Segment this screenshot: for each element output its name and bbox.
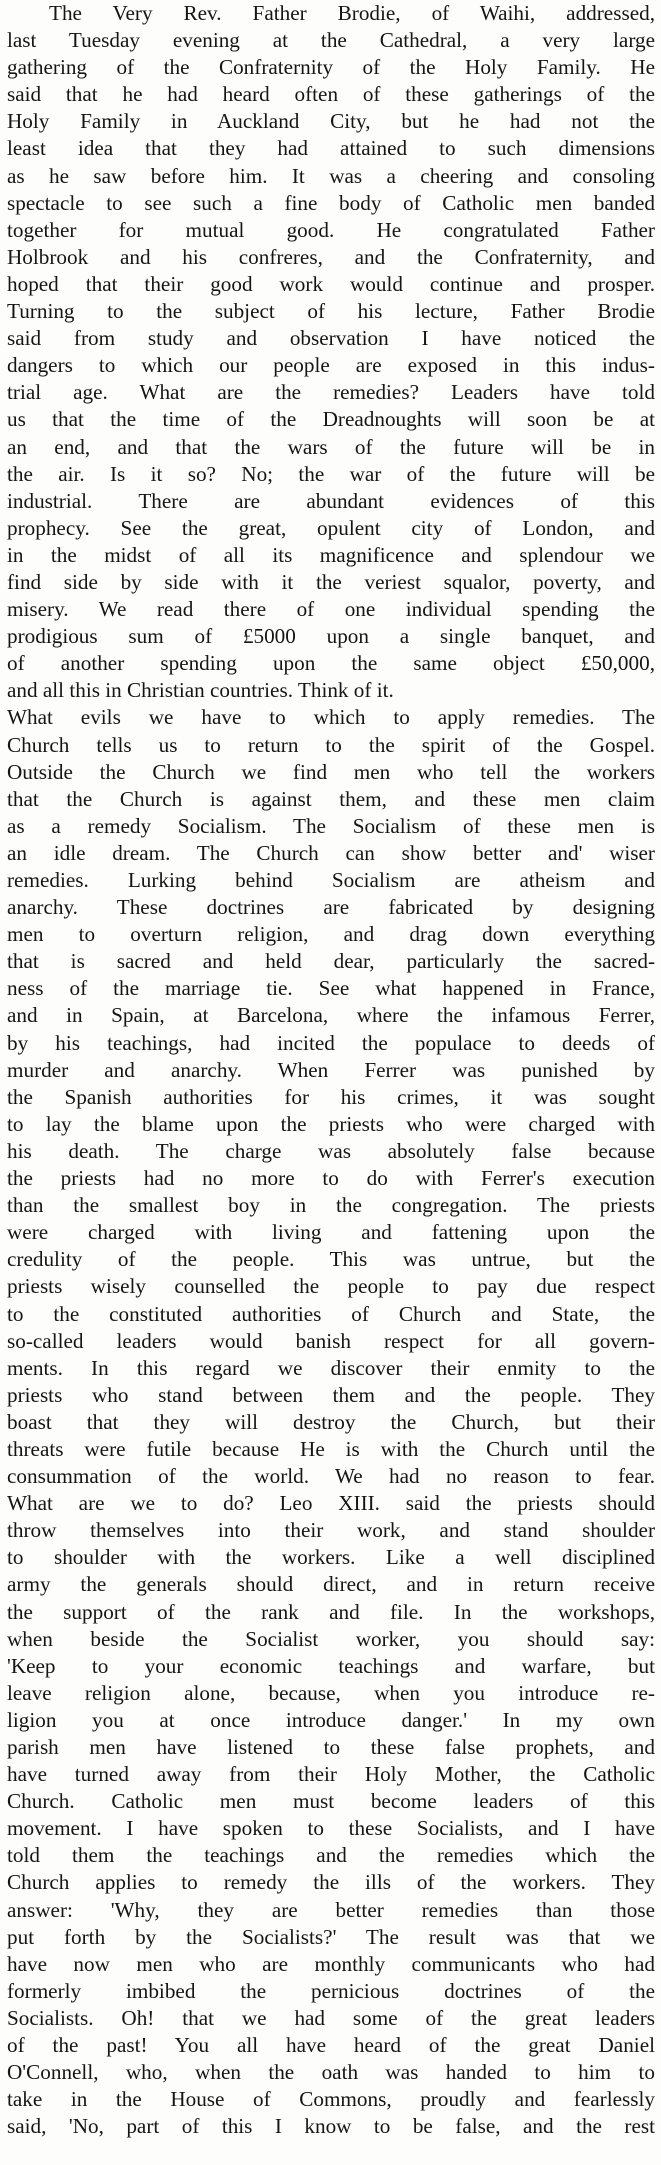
article-line: together for mutual good. He congratulated Father (7, 217, 655, 242)
article-line: What are we to do? Leo XIII. said the priests should (7, 1491, 655, 1516)
article-line: us that the time of the Dreadnoughts will soon be at (7, 407, 655, 432)
article-line: of another spending upon the same object £50,000, (7, 651, 655, 676)
article-line: men to overturn religion, and drag down everything (7, 922, 655, 947)
article-line: spectacle to see such a fine body of Catholic men banded (7, 190, 655, 215)
article-line: to shoulder with the workers. Like a well disciplined (7, 1545, 655, 1570)
article-line: an idle dream. The Church can show better and' wiser (7, 840, 655, 865)
article-line: of the past! You all have heard of the great Daniel (7, 2033, 655, 2058)
article-line: leave religion alone, because, when you introduce re- (7, 1680, 655, 1705)
article-line: than the smallest boy in the congregation. The priests (7, 1193, 655, 1218)
article-line: said, 'No, part of this I know to be false, and the rest (7, 2114, 655, 2139)
article-line: gathering of the Confraternity of the Holy Family. He (7, 55, 655, 80)
article-line: the priests had no more to do with Ferrer's execution (7, 1166, 655, 1191)
article-line: to the constituted authorities of Church and State, the (7, 1301, 655, 1326)
article-line: by his teachings, had incited the populace to deeds of (7, 1030, 655, 1055)
article-line: were charged with living and fattening upon the (7, 1220, 655, 1245)
article-line: answer: 'Why, they are better remedies than those (7, 1897, 655, 1922)
article-line: have now men who are monthly communicants who had (7, 1951, 655, 1976)
article-line: Church. Catholic men must become leaders of this (7, 1789, 655, 1814)
article-line: Church applies to remedy the ills of the workers. They (7, 1870, 655, 1895)
article-line: murder and anarchy. When Ferrer was punished by (7, 1057, 655, 1082)
article-line: said from study and observation I have noticed the (7, 326, 655, 351)
article-line: Church tells us to return to the spirit of the Gospel. (7, 732, 655, 757)
article-line: priests who stand between them and the people. They (7, 1382, 655, 1407)
article-line: threats were futile because He is with the Church until the (7, 1436, 655, 1461)
article-line: remedies. Lurking behind Socialism are atheism and (7, 868, 655, 892)
article-line: credulity of the people. This was untrue, but the (7, 1247, 655, 1272)
article-line: Outside the Church we find men who tell the workers (7, 759, 655, 784)
article-line: priests wisely counselled the people to pay due respect (7, 1274, 655, 1299)
article-line: told them the teachings and the remedies which the (7, 1843, 655, 1868)
article-line: that the Church is against them, and these men claim (7, 786, 655, 811)
article-line: prodigious sum of £5000 upon a single banquet, and (7, 624, 655, 649)
article-line: so-called leaders would banish respect for all govern- (7, 1328, 655, 1353)
article-line: as he saw before him. It was a cheering and consoling (7, 163, 655, 188)
article-line: trial age. What are the remedies? Leaders have told (7, 380, 655, 405)
article-line: industrial. There are abundant evidences of this (7, 488, 655, 513)
article-line: last Tuesday evening at the Cathedral, a very large (7, 28, 655, 53)
article-line: his death. The charge was absolutely false because (7, 1138, 655, 1163)
article-line: the support of the rank and file. In the workshops, (7, 1599, 655, 1624)
article-line: O'Connell, who, when the oath was handed to him to (7, 2060, 655, 2085)
article-line: ments. In this regard we discover their enmity to the (7, 1355, 655, 1380)
article-line: Holy Family in Auckland City, but he had not the (7, 109, 655, 134)
article-line: throw themselves into their work, and stand shoulder (7, 1518, 655, 1543)
article-line: Holbrook and his confreres, and the Confraternity, and (7, 244, 655, 269)
article-line: put forth by the Socialists?' The result was that we (7, 1924, 655, 1949)
article-line: parish men have listened to these false prophets, and (7, 1735, 655, 1759)
article-line: dangers to which our people are exposed in this indus- (7, 353, 655, 378)
article-line: hoped that their good work would continue and prosper. (7, 271, 655, 296)
article-line: boast that they will destroy the Church, but their (7, 1409, 655, 1434)
article-line: army the generals should direct, and in return receive (7, 1572, 655, 1597)
article-line: in the midst of all its magnificence and splendour we (7, 542, 655, 567)
article-line: ness of the marriage tie. See what happened in France, (7, 976, 655, 1001)
article-line: and in Spain, at Barcelona, where the infamous Ferrer, (7, 1003, 655, 1028)
article-line: Turning to the subject of his lecture, Father Brodie (7, 299, 655, 324)
article-line: ligion you at once introduce danger.' In my own (7, 1707, 655, 1732)
article-line: find side by side with it the veriest squalor, poverty, and (7, 569, 655, 594)
article-line: have turned away from their Holy Mother, the Catholic (7, 1762, 655, 1787)
article-line: Socialists. Oh! that we had some of the great leaders (7, 2005, 655, 2030)
article-line: The Very Rev. Father Brodie, of Waihi, addressed, (49, 1, 655, 25)
article-line: movement. I have spoken to these Socialists, and I have (7, 1816, 655, 1841)
article-line: formerly imbibed the pernicious doctrines of the (7, 1978, 655, 2003)
article-line: said that he had heard often of these gatherings of the (7, 82, 655, 107)
article-line: least idea that they had attained to such dimensions (7, 136, 655, 161)
article-line: misery. We read there of one individual spending the (7, 597, 655, 622)
article-line: an end, and that the wars of the future will be in (7, 434, 655, 459)
article-line: anarchy. These doctrines are fabricated by designing (7, 895, 655, 920)
article-line: the air. Is it so? No; the war of the future will be (7, 461, 655, 486)
article-line: 'Keep to your economic teachings and warfare, but (7, 1653, 655, 1678)
article-line: the Spanish authorities for his crimes, it was sought (7, 1084, 655, 1109)
article-line: and all this in Christian countries. Think of it. (7, 678, 394, 703)
article-line: as a remedy Socialism. The Socialism of these men is (7, 813, 655, 838)
article-line: take in the House of Commons, proudly and fearlessly (7, 2087, 655, 2112)
article-line: when beside the Socialist worker, you should say: (7, 1626, 655, 1651)
article-line: What evils we have to which to apply remedies. The (7, 705, 655, 730)
article-line: prophecy. See the great, opulent city of London, and (7, 515, 655, 540)
article-column (7, 0, 655, 2140)
article-line: that is sacred and held dear, particularly the sacred- (7, 949, 655, 974)
article-line: to lay the blame upon the priests who were charged with (7, 1111, 655, 1136)
article-line: consummation of the world. We had no reason to fear. (7, 1464, 655, 1489)
